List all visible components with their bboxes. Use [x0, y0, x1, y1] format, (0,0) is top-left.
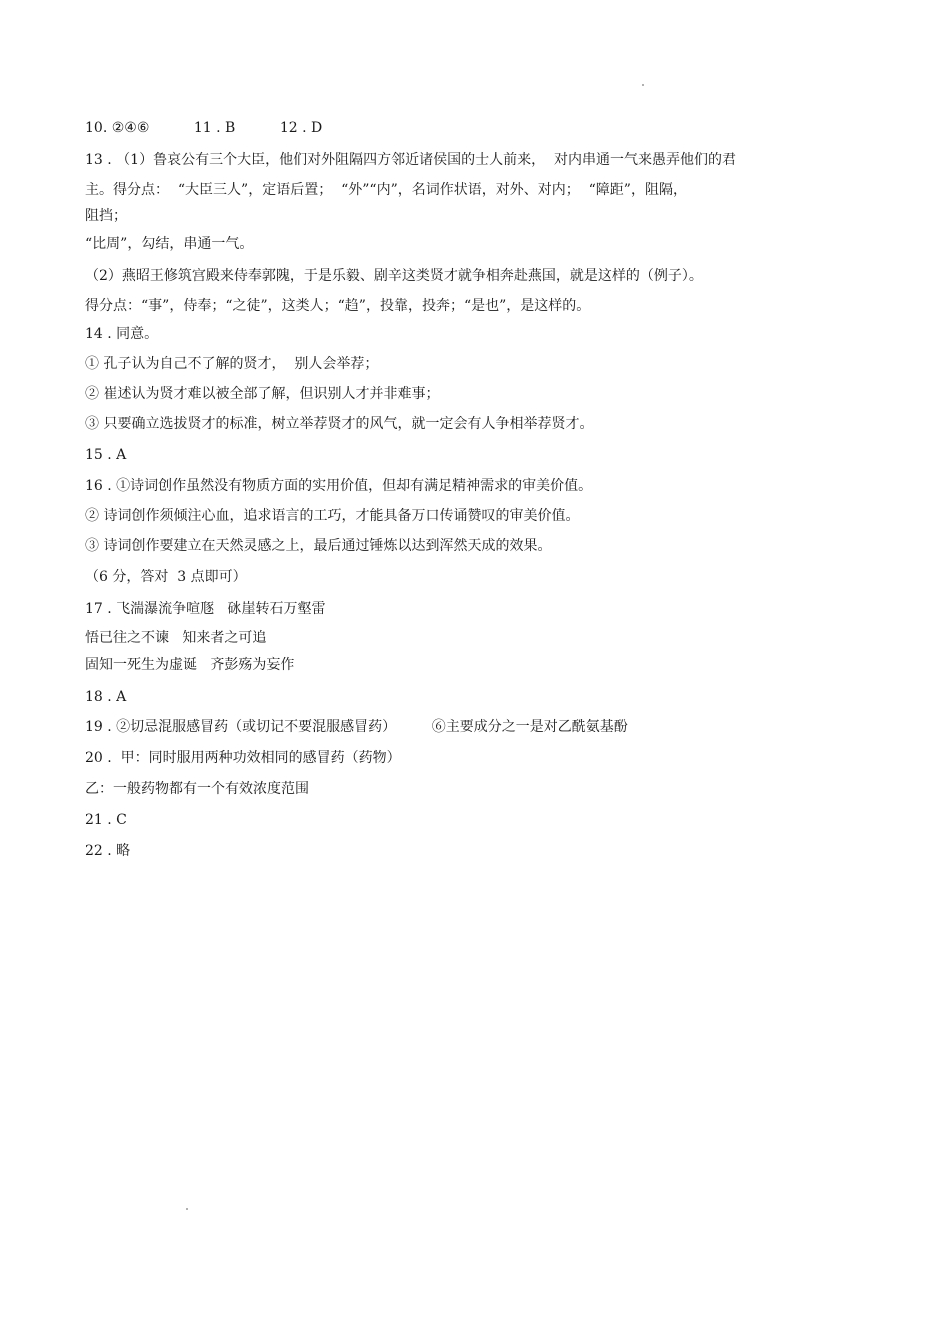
answer-15: 15 . A — [85, 447, 127, 463]
answer-14-point-3: ③ 只要确立选拔贤才的标准，树立举荐贤才的风气，就一定会有人争相举荐贤才。 — [85, 416, 594, 432]
answer-17-line-2: 悟已往之不谏 知来者之可追 — [85, 630, 267, 646]
answer-10-12: 10. ②④⑥ 11 . B 12 . D — [85, 120, 323, 136]
answer-16-point-2: ② 诗词创作须倾注心血，追求语言的工巧，才能具备万口传诵赞叹的审美价值。 — [85, 508, 580, 524]
answer-16-point-3: ③ 诗词创作要建立在天然灵感之上，最后通过锤炼以达到浑然天成的效果。 — [85, 538, 552, 554]
answer-20-line-1: 20 . 甲：同时服用两种功效相同的感冒药（药物） — [85, 750, 401, 766]
scan-speck-bottom — [186, 1208, 188, 1210]
answer-14-point-1: ① 孔子认为自己不了解的贤才， 别人会举荐； — [85, 356, 379, 372]
answer-13-scoring: 得分点：“事”，侍奉；“之徒”，这类人；“趋”，投靠，投奔；“是也”，是这样的。 — [85, 298, 591, 314]
answer-16-note: （6 分，答对 3 点即可） — [85, 569, 247, 585]
answer-13-line-1: 13 . （1）鲁哀公有三个大臣，他们对外阻隔四方邻近诸侯国的士人前来， 对内串通一气来愚弄他们的君 — [85, 152, 736, 168]
answer-16-point-1: 16 . ①诗词创作虽然没有物质方面的实用价值，但却有满足精神需求的审美价值。 — [85, 478, 593, 494]
answer-17-line-3: 固知一死生为虚诞 齐彭殇为妄作 — [85, 657, 295, 673]
answer-20-line-2: 乙：一般药物都有一个有效浓度范围 — [85, 781, 309, 797]
answer-19: 19 . ②切忌混服感冒药（或切记不要混服感冒药） ⑥主要成分之一是对乙酰氨基酚 — [85, 719, 628, 735]
answer-17-line-1: 17 . 飞湍瀑流争喧豗 砯崖转石万壑雷 — [85, 601, 326, 617]
answer-13-line-4: “比周”，勾结，串通一气。 — [85, 236, 254, 252]
answer-14-point-2: ② 崔述认为贤才难以被全部了解，但识别人才并非难事； — [85, 386, 440, 402]
answer-13-line-3: 阻挡； — [85, 208, 127, 224]
answer-21: 21 . C — [85, 812, 127, 828]
answer-14: 14 . 同意。 — [85, 326, 159, 342]
answer-18: 18 . A — [85, 689, 127, 705]
answer-22: 22 . 略 — [85, 843, 131, 859]
answer-13-part-2: （2）燕昭王修筑宫殿来侍奉郭隗，于是乐毅、剧辛这类贤才就争相奔赴燕国，就是这样的（例子）。 — [85, 268, 703, 284]
answer-13-line-2: 主。得分点： “大臣三人”，定语后置； “外”“内”，名词作状语，对外、对内； “障距”，阻隔， — [85, 182, 687, 198]
scan-speck-top — [642, 84, 644, 86]
